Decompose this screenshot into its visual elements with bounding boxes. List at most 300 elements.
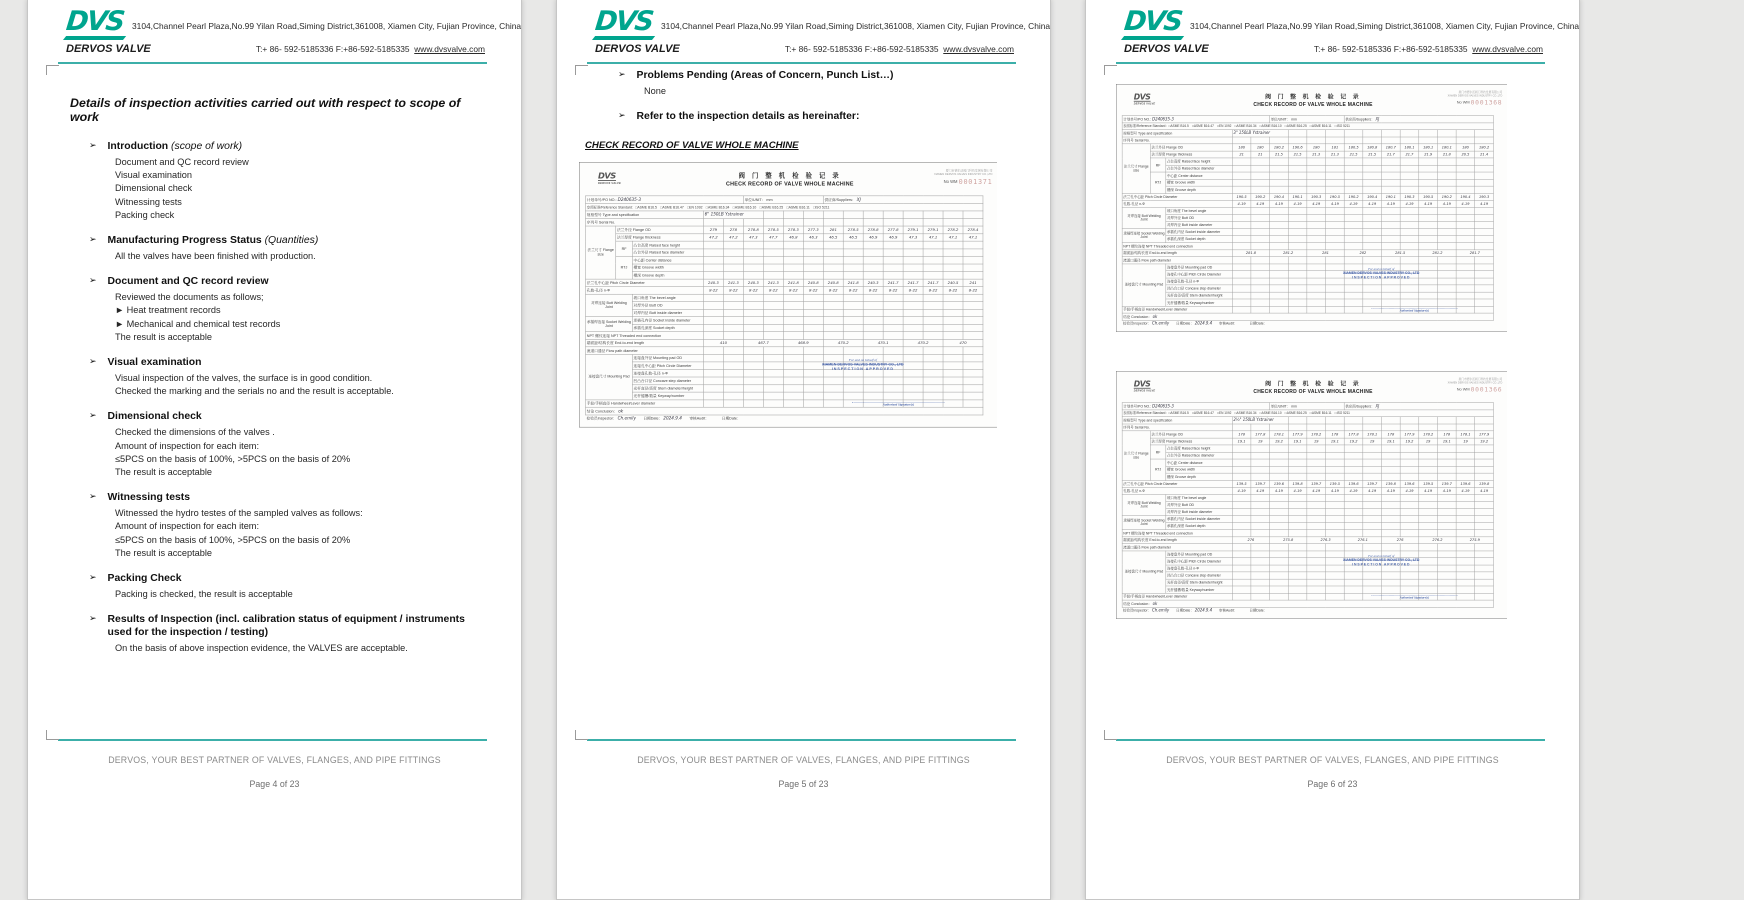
form-empty-cell	[1232, 424, 1251, 431]
form-empty-cell	[1251, 530, 1270, 537]
footer-tagline: DERVOS, YOUR BEST PARTNER OF VALVES, FLANGES, AND PIPE FITTINGS	[637, 755, 970, 765]
form-empty-cell	[1475, 494, 1494, 501]
form-empty-cell	[763, 347, 783, 355]
form-caption: CHECK RECORD OF VALVE WHOLE MACHINE	[585, 140, 799, 152]
form-empty-cell	[1251, 544, 1270, 551]
form-value-cell: 47.1	[943, 234, 963, 242]
form-empty-cell	[723, 271, 743, 279]
form-company-english: XIAMEN DERVOS VALVES INDUSTRY CO.,LTD	[933, 173, 993, 177]
form-value-cell: 19.2	[1475, 438, 1494, 445]
form-value-cell: 180	[1251, 144, 1270, 151]
form-empty-cell	[1419, 165, 1438, 172]
form-empty-cell	[1251, 257, 1270, 264]
form-empty-cell	[1363, 228, 1382, 235]
form-empty-cell	[1288, 445, 1307, 452]
form-value-cell: 47.3	[903, 234, 923, 242]
form-empty-cell	[1382, 466, 1401, 473]
form-empty-cell	[723, 332, 743, 340]
form-empty-cell	[1307, 530, 1326, 537]
form-empty-cell	[1437, 292, 1456, 299]
form-empty-cell	[1400, 579, 1419, 586]
form-empty-cell	[1251, 292, 1270, 299]
form-row	[586, 407, 983, 415]
form-value-cell: 8-22	[723, 286, 743, 294]
form-value-cell: 19	[1307, 438, 1326, 445]
form-group-cell: 连接盘尺寸 Mounting Pad	[1122, 551, 1166, 593]
form-empty-cell	[1288, 236, 1307, 243]
form-empty-cell	[903, 294, 923, 302]
form-empty-cell	[843, 324, 863, 332]
form-empty-cell	[1326, 130, 1345, 137]
form-empty-cell	[723, 369, 743, 377]
page-header	[1086, 0, 1579, 69]
form-company-chinese: 厦门市德尔沃阀门科技发展有限公司	[945, 169, 993, 173]
form-empty-cell	[1400, 236, 1419, 243]
form-empty-cell	[823, 392, 843, 400]
form-empty-cell	[763, 317, 783, 325]
page-header	[557, 0, 1050, 69]
form-empty-cell	[1456, 501, 1475, 508]
form-empty-cell	[723, 362, 743, 370]
form-empty-cell	[1288, 494, 1307, 501]
form-empty-cell	[1251, 565, 1270, 572]
form-empty-cell	[1419, 508, 1438, 515]
form-empty-cell	[1307, 172, 1326, 179]
form-empty-cell	[783, 264, 803, 272]
form-row	[1122, 144, 1493, 151]
form-empty-cell	[1344, 572, 1363, 579]
form-empty-cell	[883, 385, 903, 393]
page-header	[28, 0, 521, 69]
form-empty-cell	[1270, 292, 1289, 299]
form-empty-cell	[823, 249, 843, 257]
scanned-form	[579, 162, 997, 427]
form-empty-cell	[1437, 544, 1456, 551]
form-empty-cell	[1382, 214, 1401, 221]
form-value-cell: 190.5	[1326, 193, 1345, 200]
section-item: Visual inspection of the valves, the surface is in good condition.	[115, 373, 373, 384]
form-value-cell: 8-22	[783, 286, 803, 294]
form-empty-cell	[1419, 257, 1438, 264]
form-row	[1122, 228, 1493, 235]
form-row	[1122, 452, 1493, 459]
form-empty-cell	[1437, 452, 1456, 459]
form-empty-cell	[1400, 165, 1419, 172]
form-empty-cell	[1251, 593, 1270, 600]
form-empty-cell	[1363, 508, 1382, 515]
form-empty-cell	[1437, 214, 1456, 221]
form-empty-cell	[843, 294, 863, 302]
form-value-cell: 275.8	[1270, 537, 1307, 544]
authorized-signature-line: Authorized Signature(s)	[1371, 595, 1457, 599]
page-number: Page 6 of 23	[1307, 779, 1358, 789]
form-empty-cell	[963, 256, 983, 264]
form-empty-cell	[1419, 586, 1438, 593]
arrow-bullet-icon: ➢	[89, 276, 97, 287]
form-label-cell: NPT 螺纹连接 NPT Threaded end connection	[1122, 530, 1232, 537]
form-empty-cell	[803, 264, 823, 272]
form-empty-cell	[1400, 445, 1419, 452]
form-empty-cell	[1307, 214, 1326, 221]
form-value-cell: 180	[1232, 144, 1251, 151]
section-heading	[597, 69, 1020, 82]
form-empty-cell	[1456, 278, 1475, 285]
form-row	[1122, 431, 1493, 438]
form-empty-cell	[763, 302, 783, 310]
form-value-cell: 190.1	[1288, 193, 1307, 200]
form-value-cell: 180.2	[1270, 144, 1289, 151]
arrow-bullet-icon: ➢	[618, 70, 626, 80]
form-empty-cell	[1419, 137, 1438, 144]
form-empty-cell	[783, 309, 803, 317]
form-empty-cell	[1400, 207, 1419, 214]
form-empty-cell	[1344, 593, 1363, 600]
company-contact	[785, 44, 1014, 54]
form-label-cell: 连接盘孔数-孔径 n-Φ	[632, 369, 703, 377]
form-empty-cell	[1456, 179, 1475, 186]
page-number: Page 4 of 23	[249, 779, 300, 789]
form-row	[1122, 572, 1493, 579]
form-empty-cell	[903, 317, 923, 325]
website-link[interactable]: www.dvsvalve.com	[414, 44, 485, 54]
form-value-cell: 190.3	[1307, 193, 1326, 200]
form-value-cell: 8-22	[703, 286, 723, 294]
form-row	[586, 377, 983, 385]
form-empty-cell	[1232, 137, 1251, 144]
form-empty-cell	[1344, 306, 1363, 313]
form-value-cell: 190.2	[1437, 193, 1456, 200]
form-empty-cell	[1456, 186, 1475, 193]
form-label-cell: 法兰厚度 Flange thickness	[1150, 438, 1232, 445]
form-label-cell: 光杆键槽/数量 Keyway/number	[1166, 586, 1232, 593]
form-empty-cell	[1288, 306, 1307, 313]
form-empty-cell	[1456, 473, 1475, 480]
form-subgroup-cell: RF	[1150, 445, 1165, 459]
form-empty-cell	[1307, 130, 1326, 137]
form-empty-cell	[1475, 228, 1494, 235]
form-value-cell: 177.8	[1251, 431, 1270, 438]
form-empty-cell	[1363, 285, 1382, 292]
form-empty-cell	[723, 392, 743, 400]
form-empty-cell	[1363, 473, 1382, 480]
form-empty-cell	[1232, 586, 1251, 593]
form-empty-cell	[743, 354, 763, 362]
form-empty-cell	[1419, 228, 1438, 235]
scanned-check-record-1	[579, 162, 997, 474]
form-empty-cell	[903, 377, 923, 385]
form-value-cell: 139.7	[1251, 480, 1270, 487]
form-empty-cell	[1475, 137, 1494, 144]
form-empty-cell	[1382, 473, 1401, 480]
form-value-cell: 278.3	[783, 226, 803, 234]
form-empty-cell	[1475, 243, 1494, 250]
form-empty-cell	[903, 218, 923, 226]
form-empty-cell	[763, 324, 783, 332]
form-empty-cell	[723, 324, 743, 332]
form-row	[1122, 487, 1493, 494]
form-empty-cell	[803, 302, 823, 310]
form-empty-cell	[1251, 586, 1270, 593]
form-empty-cell	[763, 354, 783, 362]
form-value-cell: 4-19	[1456, 200, 1475, 207]
form-row	[1122, 530, 1493, 537]
form-empty-cell	[1326, 306, 1345, 313]
section-item: Packing is checked, the result is acceptable	[115, 589, 293, 600]
form-empty-cell	[1456, 515, 1475, 522]
form-row	[586, 332, 983, 340]
form-empty-cell	[1437, 424, 1456, 431]
form-value-cell: 47.1	[923, 234, 943, 242]
form-empty-cell	[1400, 186, 1419, 193]
form-empty-cell	[1326, 285, 1345, 292]
form-empty-cell	[1344, 236, 1363, 243]
form-empty-cell	[783, 241, 803, 249]
form-empty-cell	[1456, 508, 1475, 515]
form-empty-cell	[763, 218, 783, 226]
form-empty-cell	[823, 211, 843, 219]
section-heading-text: Introduction (scope of work)	[107, 141, 243, 152]
form-row	[1122, 179, 1493, 186]
form-empty-cell	[923, 324, 943, 332]
inspector-signature: Ch.emily	[1152, 321, 1170, 327]
form-empty-cell	[1307, 158, 1326, 165]
form-value-cell: 21.4	[1475, 151, 1494, 158]
form-empty-cell	[1326, 214, 1345, 221]
form-empty-cell	[1344, 179, 1363, 186]
form-empty-cell	[923, 332, 943, 340]
form-empty-cell	[903, 249, 923, 257]
form-empty-cell	[1288, 544, 1307, 551]
form-empty-cell	[1288, 172, 1307, 179]
form-empty-cell	[1251, 207, 1270, 214]
form-empty-cell	[1251, 558, 1270, 565]
form-empty-cell	[1232, 452, 1251, 459]
form-empty-cell	[1251, 264, 1270, 271]
form-empty-cell	[863, 249, 883, 257]
serial-label-cell: 序列号 Serial No.	[586, 218, 704, 226]
form-value-cell: 46.5	[843, 234, 863, 242]
form-empty-cell	[943, 332, 963, 340]
form-empty-cell	[1344, 530, 1363, 537]
dvs-logo-mark: DVS	[1122, 9, 1185, 40]
form-empty-cell	[963, 332, 983, 340]
form-empty-cell	[1475, 544, 1494, 551]
form-row	[1122, 137, 1493, 144]
form-empty-cell	[743, 377, 763, 385]
form-empty-cell	[1251, 214, 1270, 221]
form-empty-cell	[1456, 158, 1475, 165]
form-empty-cell	[1475, 214, 1494, 221]
form-empty-cell	[1419, 236, 1438, 243]
report-section	[597, 69, 1020, 98]
form-value-cell: 4-19	[1400, 487, 1419, 494]
form-empty-cell	[863, 317, 883, 325]
form-value-cell: 4-19	[1307, 200, 1326, 207]
form-empty-cell	[1363, 445, 1382, 452]
form-empty-cell	[1288, 579, 1307, 586]
form-group-cell: 承插焊连接 Socket Welding Joint	[1122, 515, 1166, 529]
form-value-cell: 470.2	[823, 339, 863, 347]
form-value-cell: 468.9	[783, 339, 823, 347]
form-value-cell: 178.2	[1419, 431, 1438, 438]
form-label-cell: 对焊内径 Butt inside diameter	[632, 309, 703, 317]
form-row	[586, 317, 983, 325]
form-empty-cell	[1400, 137, 1419, 144]
form-empty-cell	[1288, 179, 1307, 186]
form-empty-cell	[1307, 579, 1326, 586]
standards-cell: 参照标准/Reference Standard：□ASME B16.5 □ASME B16.47 □EN 1092 □ASME B16.34 □ASME B16.10 □ASME B16.25 □ASME B16.11 □ISO 5211	[586, 203, 983, 211]
form-empty-cell	[783, 377, 803, 385]
form-empty-cell	[1363, 299, 1382, 306]
stamp-line-3: INSPECTION APPROVED	[1352, 562, 1411, 567]
form-empty-cell	[843, 271, 863, 279]
stamp-line-1: For and on behalf of	[848, 358, 878, 363]
form-empty-cell	[1382, 292, 1401, 299]
form-empty-cell	[1475, 165, 1494, 172]
form-empty-cell	[883, 392, 903, 400]
form-value-cell: 139.5	[1419, 480, 1438, 487]
form-empty-cell	[1456, 558, 1475, 565]
form-value-cell: 177.9	[1400, 431, 1419, 438]
form-label-cell: 凸台高度 Raised face height	[1166, 445, 1232, 452]
form-empty-cell	[1344, 494, 1363, 501]
header-rule	[1116, 62, 1545, 64]
form-empty-cell	[1326, 494, 1345, 501]
document-title: Details of inspection activities carried out with respect to scope of work	[70, 96, 461, 124]
form-empty-cell	[1288, 207, 1307, 214]
form-value-cell: 4-19	[1475, 487, 1494, 494]
form-empty-cell	[823, 347, 843, 355]
form-empty-cell	[1456, 236, 1475, 243]
form-empty-cell	[883, 302, 903, 310]
form-empty-cell	[1475, 130, 1494, 137]
form-empty-cell	[1363, 579, 1382, 586]
form-value-cell: 281	[823, 226, 843, 234]
form-empty-cell	[1232, 299, 1251, 306]
form-empty-cell	[863, 302, 883, 310]
form-empty-cell	[803, 400, 823, 408]
form-company-english: XIAMEN DERVOS VALVES INDUSTRY CO.,LTD	[1447, 381, 1503, 385]
form-row	[1122, 459, 1493, 466]
form-empty-cell	[1232, 565, 1251, 572]
section-item: Witnessing tests	[115, 196, 182, 207]
form-empty-cell	[783, 347, 803, 355]
form-empty-cell	[863, 256, 883, 264]
form-empty-cell	[1456, 228, 1475, 235]
form-empty-cell	[903, 347, 923, 355]
form-empty-cell	[1288, 243, 1307, 250]
form-value-cell: 178.1	[1363, 431, 1382, 438]
form-empty-cell	[1307, 445, 1326, 452]
section-item: Witnessed the hydro testes of the sampled valves as follows:	[115, 508, 363, 519]
section-heading-note: (scope of work)	[171, 141, 243, 152]
form-value-cell: 47.1	[963, 234, 983, 242]
form-value-cell: 178.1	[1456, 431, 1475, 438]
supplier-cell: 供应商/Suppliers： XJ	[1344, 116, 1493, 123]
form-value-cell: 240.5	[943, 279, 963, 287]
form-empty-cell	[1382, 544, 1401, 551]
serial-label-cell: 序列号 Serial No.	[1122, 424, 1232, 431]
form-value-cell: 21.9	[1419, 151, 1438, 158]
type-label-cell: 规格型号 Type and specification	[1122, 130, 1232, 137]
form-empty-cell	[1344, 165, 1363, 172]
scanned-check-record-2	[1116, 84, 1507, 361]
form-row	[586, 256, 983, 264]
form-label-cell: 连接盘孔数-孔径 n-Φ	[1166, 565, 1232, 572]
form-label-cell: 对焊内径 Butt inside diameter	[1166, 508, 1232, 515]
form-empty-cell	[1400, 214, 1419, 221]
form-empty-cell	[1232, 228, 1251, 235]
form-value-cell: 278.4	[963, 226, 983, 234]
form-value-cell: 46.5	[823, 234, 843, 242]
form-value-cell: 46.3	[803, 234, 823, 242]
form-empty-cell	[743, 362, 763, 370]
dvs-logo-mark: DVS	[64, 9, 127, 40]
form-corner-block	[1448, 90, 1503, 106]
form-empty-cell	[923, 218, 943, 226]
form-empty-cell	[1363, 586, 1382, 593]
form-label-cell: 孔数-孔径 n-Φ	[1122, 200, 1232, 207]
website-link[interactable]: www.dvsvalve.com	[1472, 44, 1543, 54]
form-value-cell: 19.1	[1232, 438, 1251, 445]
form-empty-cell	[823, 317, 843, 325]
form-empty-cell	[1251, 523, 1270, 530]
check-record-table	[585, 196, 983, 422]
form-empty-cell	[1326, 165, 1345, 172]
form-empty-cell	[1382, 523, 1401, 530]
form-empty-cell	[1232, 165, 1251, 172]
serial-digits: 0001366	[1470, 386, 1503, 394]
website-link[interactable]: www.dvsvalve.com	[943, 44, 1014, 54]
check-record-table	[1122, 115, 1494, 327]
form-label-cell: 坡口角度 The bevel angle	[1166, 207, 1232, 214]
form-empty-cell	[1251, 572, 1270, 579]
form-empty-cell	[1288, 558, 1307, 565]
form-empty-cell	[1382, 459, 1401, 466]
form-label-cell: 法兰外径 Flange OD	[1150, 144, 1232, 151]
form-empty-cell	[743, 264, 763, 272]
form-row	[586, 286, 983, 294]
form-empty-cell	[1363, 523, 1382, 530]
form-empty-cell	[1475, 459, 1494, 466]
form-empty-cell	[1326, 424, 1345, 431]
form-empty-cell	[883, 317, 903, 325]
form-empty-cell	[1344, 508, 1363, 515]
form-empty-cell	[743, 369, 763, 377]
form-value-cell: 281.2	[1419, 250, 1456, 257]
form-empty-cell	[823, 400, 843, 408]
page-footer	[1086, 739, 1579, 809]
form-empty-cell	[1363, 243, 1382, 250]
form-empty-cell	[1344, 292, 1363, 299]
form-value-cell: 139.6	[1270, 480, 1289, 487]
form-label-cell: NPT 螺纹连接 NPT Threaded end connection	[586, 332, 704, 340]
form-value-cell: 178	[1326, 431, 1345, 438]
form-value-cell: 21.7	[1400, 151, 1419, 158]
form-row	[586, 279, 983, 287]
footer-rule	[587, 739, 1016, 741]
form-value-cell: 241.7	[903, 279, 923, 287]
form-empty-cell	[963, 302, 983, 310]
form-empty-cell	[1475, 501, 1494, 508]
form-value-cell: 4-19	[1251, 487, 1270, 494]
form-subgroup-cell: RTJ	[1150, 459, 1165, 480]
form-label-cell: 承插孔内径 Socket inside diameter	[1166, 228, 1232, 235]
form-empty-cell	[1344, 515, 1363, 522]
form-empty-cell	[1363, 179, 1382, 186]
form-empty-cell	[1456, 586, 1475, 593]
form-empty-cell	[823, 264, 843, 272]
